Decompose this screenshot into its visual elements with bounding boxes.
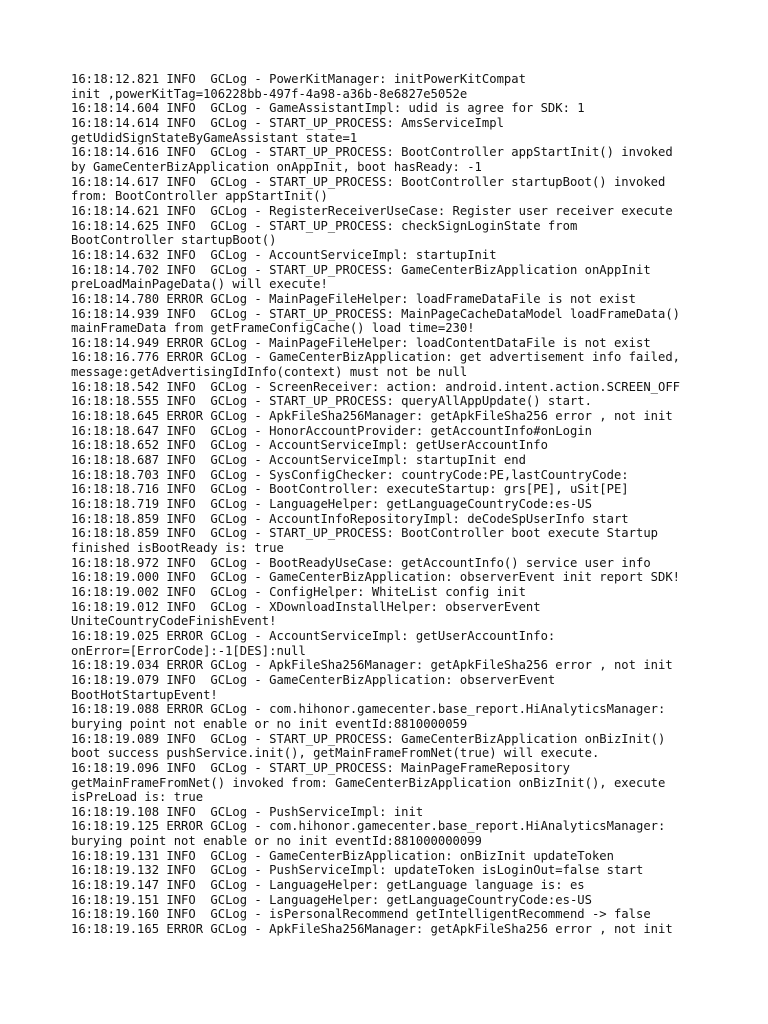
log-line: by GameCenterBizApplication onAppInit, boot hasReady: -1 (71, 159, 482, 174)
log-line: 16:18:19.025 ERROR GCLog - AccountServiceImpl: getUserAccountInfo: (71, 628, 556, 643)
log-line: 16:18:18.647 INFO GCLog - HonorAccountProvider: getAccountInfo#onLogin (71, 423, 592, 438)
log-line: isPreLoad is: true (71, 790, 204, 805)
log-line: 16:18:19.151 INFO GCLog - LanguageHelper: getLanguageCountryCode:es-US (71, 892, 592, 907)
log-line: 16:18:14.617 INFO GCLog - START_UP_PROCESS: BootController startupBoot() invoked (71, 174, 666, 189)
log-line: 16:18:19.165 ERROR GCLog - ApkFileSha256Manager: getApkFileSha256 error , not init (71, 922, 673, 937)
log-line: getMainFrameFromNet() invoked from: GameCenterBizApplication onBizInit(), execute (71, 775, 666, 790)
log-line: burying point not enable or no init eventId:881000000099 (71, 834, 482, 849)
log-line: 16:18:18.859 INFO GCLog - START_UP_PROCESS: BootController boot execute Startup (71, 526, 658, 541)
log-line: 16:18:14.616 INFO GCLog - START_UP_PROCESS: BootController appStartInit() invoked (71, 145, 673, 160)
log-line: 16:18:18.645 ERROR GCLog - ApkFileSha256Manager: getApkFileSha256 error , not init (71, 409, 673, 424)
log-line: 16:18:19.147 INFO GCLog - LanguageHelper: getLanguage language is: es (71, 878, 585, 893)
log-line: 16:18:19.088 ERROR GCLog - com.hihonor.gamecenter.base_report.HiAnalyticsManager: (71, 702, 666, 717)
log-line: 16:18:12.821 INFO GCLog - PowerKitManager: initPowerKitCompat (71, 72, 526, 86)
log-line: finished isBootReady is: true (71, 541, 284, 555)
log-line: 16:18:18.972 INFO GCLog - BootReadyUseCase: getAccountInfo() service user info (71, 555, 651, 570)
log-line: 16:18:19.012 INFO GCLog - XDownloadInstallHelper: observerEvent (71, 599, 541, 614)
log-line: 16:18:18.687 INFO GCLog - AccountServiceImpl: startupInit end (71, 453, 526, 468)
log-line: BootController startupBoot() (71, 233, 277, 248)
log-line: 16:18:16.776 ERROR GCLog - GameCenterBizApplication: get advertisement info failed, (71, 350, 681, 365)
log-line: 16:18:19.131 INFO GCLog - GameCenterBizApplication: onBizInit updateToken (71, 848, 614, 863)
log-line: message:getAdvertisingIdInfo(context) must not be null (71, 365, 468, 380)
log-line: 16:18:18.555 INFO GCLog - START_UP_PROCESS: queryAllAppUpdate() start. (71, 394, 592, 409)
log-line: 16:18:18.652 INFO GCLog - AccountServiceImpl: getUserAccountInfo (71, 438, 548, 453)
log-line: 16:18:19.108 INFO GCLog - PushServiceImpl: init (71, 804, 424, 819)
log-line: 16:18:14.604 INFO GCLog - GameAssistantImpl: udid is agree for SDK: 1 (71, 101, 585, 116)
log-line: 16:18:19.132 INFO GCLog - PushServiceImpl: updateToken isLoginOut=false start (71, 863, 644, 878)
log-line: onError=[ErrorCode]:-1[DES]:null (71, 643, 306, 658)
log-line: 16:18:14.621 INFO GCLog - RegisterReceiverUseCase: Register user receiver execute (71, 203, 673, 218)
log-line: 16:18:19.079 INFO GCLog - GameCenterBizApplication: observerEvent (71, 672, 556, 687)
log-line: 16:18:14.949 ERROR GCLog - MainPageFileHelper: loadContentDataFile is not exist (71, 335, 651, 350)
log-line: from: BootController appStartInit() (71, 189, 328, 204)
log-line: preLoadMainPageData() will execute! (71, 277, 328, 292)
log-line: 16:18:19.160 INFO GCLog - isPersonalRecommend getIntelligentRecommend -> false (71, 907, 651, 922)
log-line: 16:18:19.089 INFO GCLog - START_UP_PROCESS: GameCenterBizApplication onBizInit() (71, 731, 666, 746)
log-line: 16:18:18.703 INFO GCLog - SysConfigChecker: countryCode:PE,lastCountryCode: (71, 467, 629, 482)
log-line: 16:18:19.125 ERROR GCLog - com.hihonor.gamecenter.base_report.HiAnalyticsManager: (71, 819, 666, 834)
log-text-block (71, 72, 761, 937)
log-line: 16:18:18.859 INFO GCLog - AccountInfoRepositoryImpl: deCodeSpUserInfo start (71, 511, 629, 526)
log-line: 16:18:14.780 ERROR GCLog - MainPageFileHelper: loadFrameDataFile is not exist (71, 291, 636, 306)
log-line: 16:18:19.000 INFO GCLog - GameCenterBizApplication: observerEvent init report SDK! (71, 570, 681, 585)
log-line: 16:18:14.614 INFO GCLog - START_UP_PROCESS: AmsServiceImpl (71, 115, 504, 130)
log-line: 16:18:18.719 INFO GCLog - LanguageHelper: getLanguageCountryCode:es-US (71, 497, 592, 512)
log-line: BootHotStartupEvent! (71, 687, 218, 702)
log-line: 16:18:14.702 INFO GCLog - START_UP_PROCESS: GameCenterBizApplication onAppInit (71, 262, 651, 277)
log-line: init ,powerKitTag=106228bb-497f-4a98-a36b-8e6827e5052e (71, 86, 468, 101)
log-line: 16:18:18.542 INFO GCLog - ScreenReceiver: action: android.intent.action.SCREEN_OFF (71, 379, 681, 394)
log-line: 16:18:14.625 INFO GCLog - START_UP_PROCESS: checkSignLoginState from (71, 218, 578, 233)
log-line: 16:18:19.096 INFO GCLog - START_UP_PROCESS: MainPageFrameRepository (71, 760, 570, 775)
log-line: 16:18:14.939 INFO GCLog - START_UP_PROCESS: MainPageCacheDataModel loadFrameData() (71, 306, 681, 321)
log-line: 16:18:18.716 INFO GCLog - BootController: executeStartup: grs[PE], uSit[PE] (71, 482, 629, 497)
log-line: burying point not enable or no init eventId:8810000059 (71, 716, 468, 731)
log-line: mainFrameData from getFrameConfigCache() load time=230! (71, 321, 475, 336)
log-line: 16:18:19.002 INFO GCLog - ConfigHelper: WhiteList config init (71, 584, 526, 599)
log-line: getUdidSignStateByGameAssistant state=1 (71, 130, 358, 145)
log-line: UniteCountryCodeFinishEvent! (71, 614, 277, 629)
log-line: 16:18:19.034 ERROR GCLog - ApkFileSha256Manager: getApkFileSha256 error , not init (71, 658, 673, 673)
log-line: boot success pushService.init(), getMainFrameFromNet(true) will execute. (71, 746, 600, 761)
log-line: 16:18:14.632 INFO GCLog - AccountServiceImpl: startupInit (71, 247, 497, 262)
